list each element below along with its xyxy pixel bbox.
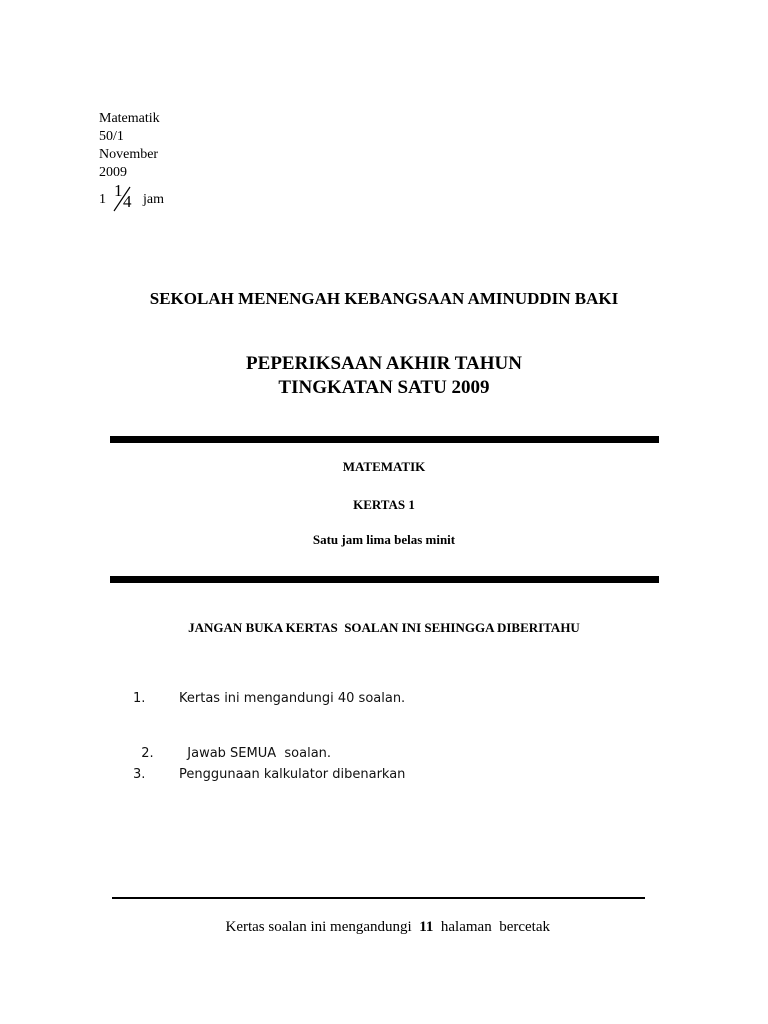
instruction-text: Penggunaan kalkulator dibenarkan — [179, 767, 406, 782]
duration-whole: 1 — [99, 192, 106, 207]
exam-title — [0, 352, 768, 400]
footer-text-before: Kertas soalan ini mengandungi — [225, 919, 412, 935]
instruction-item — [133, 691, 405, 706]
divider-top — [110, 436, 659, 443]
paper-duration: Satu jam lima belas minit — [312, 532, 456, 547]
paper-number: KERTAS 1 — [353, 497, 415, 512]
instruction-number: 3. — [133, 767, 146, 782]
duration-unit: jam — [143, 192, 164, 207]
instruction-number: 1. — [133, 691, 146, 706]
school-name: SEKOLAH MENENGAH KEBANGSAAN AMINUDDIN BAKI — [149, 289, 619, 308]
fraction-denominator: 4 — [123, 192, 132, 211]
divider-bottom — [110, 576, 659, 583]
header-duration — [99, 182, 164, 218]
instruction-number: 2. — [141, 746, 154, 761]
warning-text: JANGAN BUKA KERTAS SOALAN INI SEHINGGA DIBERITAHU — [188, 620, 580, 635]
footer-page-number: 11 — [419, 919, 434, 935]
exam-title-line2: TINGKATAN SATU 2009 — [278, 377, 490, 398]
header-code: 50/1 — [99, 129, 124, 144]
footer-text-after: halaman bercetak — [440, 919, 550, 935]
instruction-item — [133, 731, 331, 761]
footer-rule — [112, 897, 645, 899]
header-subject: Matematik — [99, 111, 160, 126]
footer-page-count — [0, 902, 768, 936]
instruction-text: Kertas ini mengandungi 40 soalan. — [179, 691, 406, 706]
duration-fraction — [110, 182, 140, 218]
exam-title-line1: PEPERIKSAAN AKHIR TAHUN — [246, 353, 522, 374]
header-block — [99, 110, 164, 218]
instruction-item — [133, 767, 405, 782]
instruction-text: Jawab SEMUA soalan. — [187, 746, 332, 761]
header-year: 2009 — [99, 165, 127, 180]
fraction-numerator: 1 — [114, 181, 123, 200]
header-month: November — [99, 147, 159, 162]
paper-subject: MATEMATIK — [342, 459, 426, 474]
